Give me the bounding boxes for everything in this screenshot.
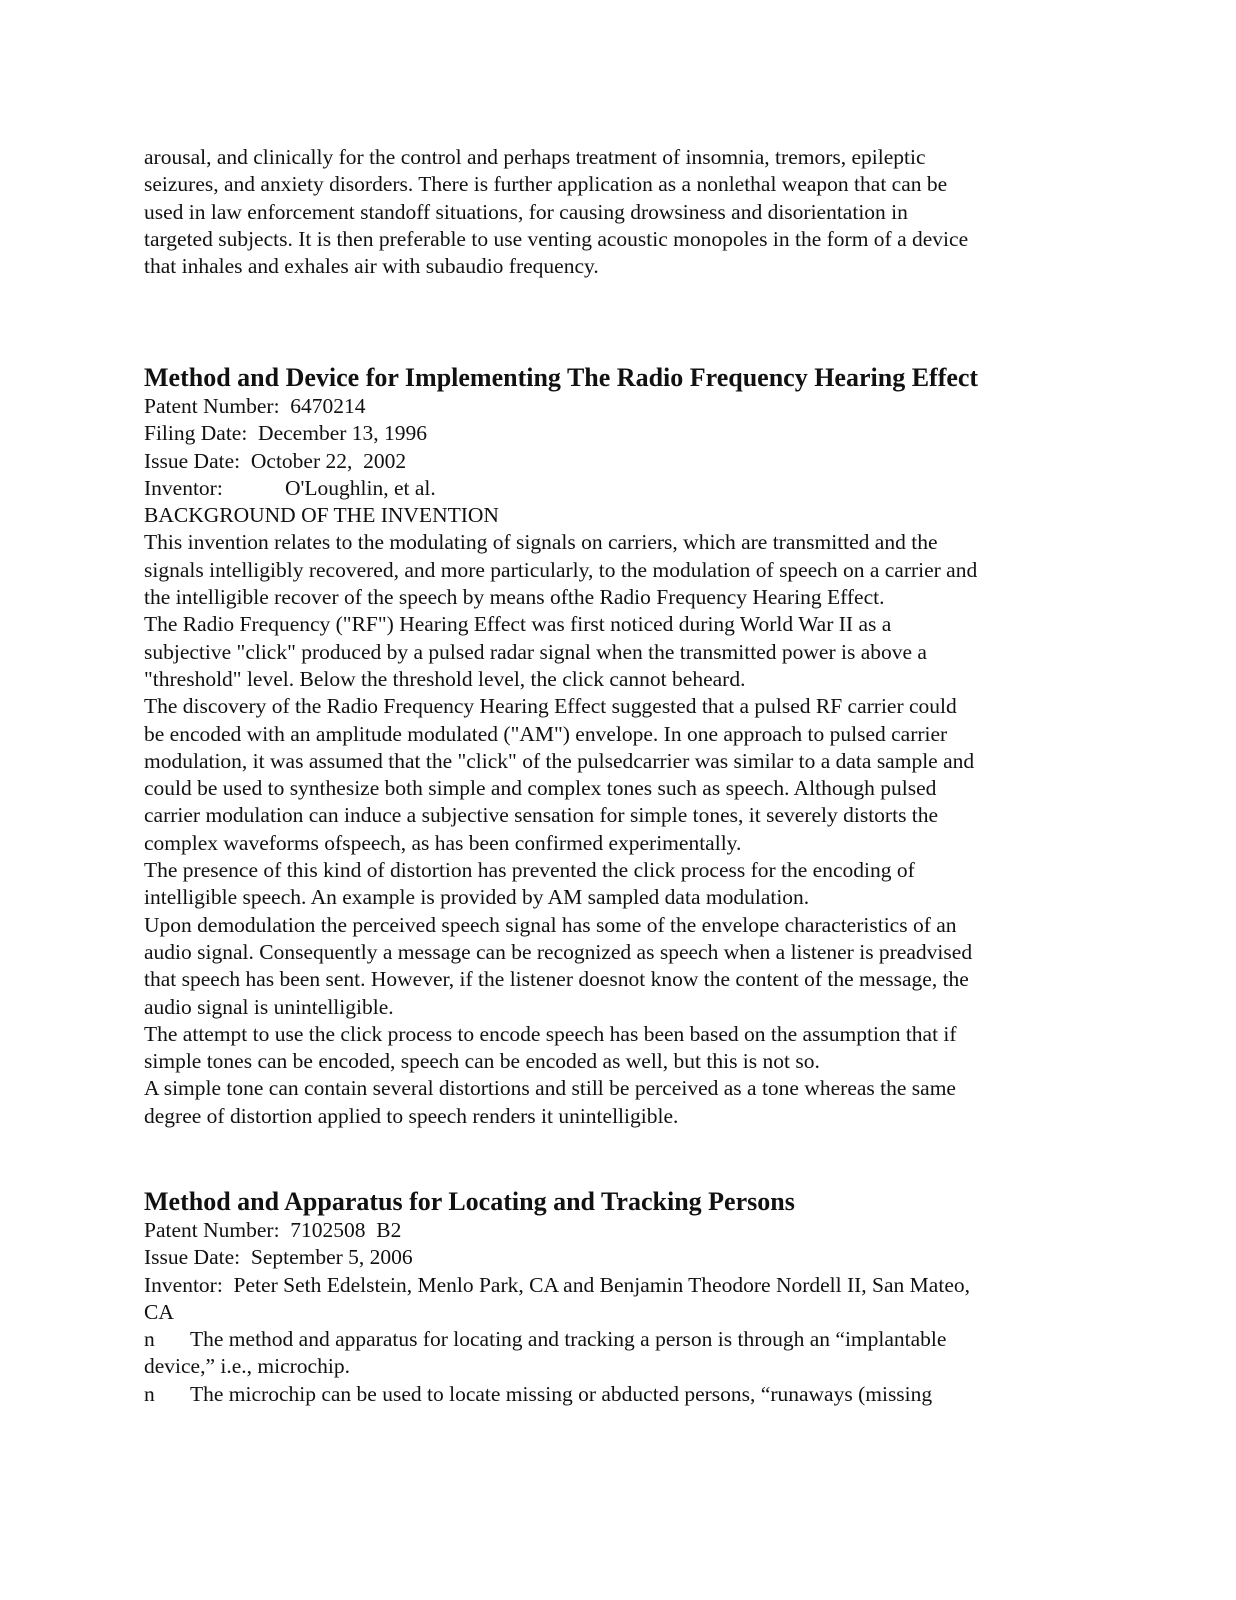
section-title: Method and Apparatus for Locating and Tracking Persons (144, 1187, 795, 1216)
bullet-text: The microchip can be used to locate missing or abducted persons, “runaways (missing (190, 1381, 933, 1406)
filing-date: Filing Date: December 13, 1996 (144, 421, 428, 446)
bullet-continuation: device,” i.e., microchip. (144, 1354, 350, 1379)
text-line: The discovery of the Radio Frequency Hearing Effect suggested that a pulsed RF carrier could (144, 694, 957, 719)
text-line: could be used to synthesize both simple and complex tones such as speech. Although pulsed (144, 776, 937, 801)
text-line: The presence of this kind of distortion has prevented the click process for the encoding of (144, 858, 915, 883)
text-line: subjective "click" produced by a pulsed radar signal when the transmitted power is above a (144, 639, 927, 664)
text-line: carrier modulation can induce a subjective sensation for simple tones, it severely distorts the (144, 803, 939, 828)
text-line: seizures, and anxiety disorders. There is further application as a nonlethal weapon that can be (144, 172, 948, 197)
text-line: This invention relates to the modulating of signals on carriers, which are transmitted and the (144, 530, 938, 555)
intro-paragraph (144, 144, 1104, 280)
inventor (144, 475, 1104, 502)
text-line: the intelligible recover of the speech by means ofthe Radio Frequency Hearing Effect. (144, 585, 885, 610)
text-line: targeted subjects. It is then preferable to use venting acoustic monopoles in the form of a device (144, 226, 969, 251)
text-line: signals intelligibly recovered, and more particularly, to the modulation of speech on a carrier and (144, 557, 978, 582)
text-line: degree of distortion applied to speech renders it unintelligible. (144, 1103, 679, 1128)
inventor-line: Inventor: Peter Seth Edelstein, Menlo Park, CA and Benjamin Theodore Nordell II, San Mateo, (144, 1272, 970, 1297)
bullet-marker: n (144, 1381, 155, 1406)
text-line: The Radio Frequency ("RF") Hearing Effect was first noticed during World War II as a (144, 612, 892, 637)
text-line: "threshold" level. Below the threshold level, the click cannot beheard. (144, 666, 746, 691)
bullet-text: The method and apparatus for locating and tracking a person is through an “implantable (190, 1327, 947, 1352)
section-locating-tracking (144, 1187, 1104, 1408)
bullet-item (144, 1326, 1104, 1353)
inventor-label: Inventor: (144, 475, 223, 500)
bullet-marker: n (144, 1327, 155, 1352)
text-line: audio signal is unintelligible. (144, 994, 394, 1019)
inventor-line: CA (144, 1299, 174, 1324)
text-line: intelligible speech. An example is provided by AM sampled data modulation. (144, 885, 810, 910)
background-heading: BACKGROUND OF THE INVENTION (144, 503, 499, 528)
patent-number: Patent Number: 7102508 B2 (144, 1218, 402, 1242)
text-line: be encoded with an amplitude modulated ("AM") envelope. In one approach to pulsed carrier (144, 721, 948, 746)
text-line: arousal, and clinically for the control and perhaps treatment of insomnia, tremors, epileptic (144, 145, 926, 169)
text-line: modulation, it was assumed that the "click" of the pulsedcarrier was similar to a data sample and (144, 748, 975, 773)
section-title: Method and Device for Implementing The Radio Frequency Hearing Effect (144, 363, 979, 392)
text-line: Upon demodulation the perceived speech signal has some of the envelope characteristics of an (144, 912, 957, 937)
bullet-item (144, 1381, 1104, 1408)
text-line: complex waveforms ofspeech, as has been confirmed experimentally. (144, 830, 742, 855)
text-line: audio signal. Consequently a message can be recognized as speech when a listener is preadvised (144, 939, 973, 964)
text-line: that speech has been sent. However, if the listener doesnot know the content of the message, the (144, 967, 969, 992)
text-line: A simple tone can contain several distortions and still be perceived as a tone whereas the same (144, 1076, 956, 1101)
section-rf-hearing-effect (144, 363, 1104, 1130)
inventor-value: O'Loughlin, et al. (285, 475, 436, 500)
text-line: simple tones can be encoded, speech can be encoded as well, but this is not so. (144, 1049, 820, 1074)
patent-number: Patent Number: 6470214 (144, 394, 366, 418)
text-line: used in law enforcement standoff situations, for causing drowsiness and disorientation in (144, 199, 908, 224)
text-line: The attempt to use the click process to encode speech has been based on the assumption that if (144, 1021, 957, 1046)
text-line: that inhales and exhales air with subaudio frequency. (144, 254, 599, 279)
issue-date: Issue Date: October 22, 2002 (144, 448, 407, 473)
section-body (144, 529, 1104, 1130)
issue-date: Issue Date: September 5, 2006 (144, 1245, 413, 1270)
